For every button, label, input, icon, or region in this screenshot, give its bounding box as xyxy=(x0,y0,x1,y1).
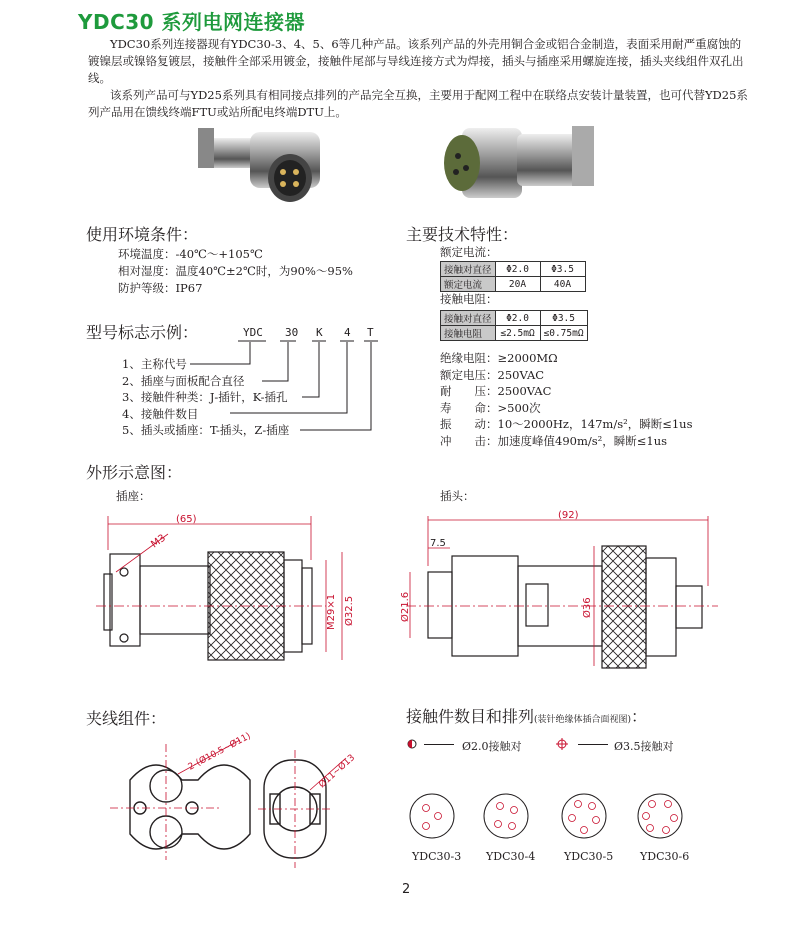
legend-line-1 xyxy=(424,744,454,745)
current-label: 额定电流： xyxy=(440,245,498,259)
intro-paragraph-1: YDC30系列连接器现有YDC30-3、4、5、6等几种产品。该系列产品的外壳用铜合金或铝合金制造，表面采用耐严重腐蚀的镀镍层或镍铬复镀层，接触件全部采用镀金，接触件尾部与导线连接方式为焊接，插头与插座采用螺旋连接，插头夹线组件双孔出线。 xyxy=(88,37,744,85)
layout-label: YDC30-5 xyxy=(564,850,614,863)
spec-row: 振 动：10～2000Hz，147m/s²，瞬断≤1us xyxy=(440,417,693,431)
intro-text xyxy=(88,36,748,121)
socket-drawing xyxy=(96,510,386,690)
spec-row: 绝缘电阻：≥2000MΩ xyxy=(440,351,558,365)
model-code-2: 30 xyxy=(285,326,299,339)
model-items xyxy=(122,356,289,439)
plug-length-dim: (92) xyxy=(558,510,579,521)
contacts-heading-row xyxy=(406,704,647,727)
plug-label: 插头： xyxy=(440,489,475,503)
spec-row: 额定电压：250VAC xyxy=(440,367,545,382)
spec-row: 冲 击：加速度峰值490m/s²，瞬断≤1us xyxy=(440,433,668,448)
intro-paragraph-2: 该系列产品可与YD25系列具有相同接点排列的产品完全互换，主要用于配网工程中在联络点安装计量装置，也可代替YD25系列产品用在馈线终端FTU或站所配电终端DTU上。 xyxy=(88,88,748,119)
socket-label: 插座： xyxy=(116,489,151,503)
page-title: YDC30 系列电网连接器 xyxy=(78,10,306,34)
model-code-3: K xyxy=(316,326,323,339)
env-humidity: 相对湿度：温度40℃±2℃时，为90%～95% xyxy=(118,264,353,278)
layout-label: YDC30-6 xyxy=(640,850,690,863)
socket-m-dim: M29×1 xyxy=(326,593,337,630)
table-cell: 接触对直径 xyxy=(441,262,496,277)
contacts-colon: ： xyxy=(631,707,648,726)
model-item: 5、插头或插座：T-插头，Z-插座 xyxy=(122,423,290,437)
page-number: 2 xyxy=(402,882,411,897)
table-cell: 额定电流 xyxy=(441,277,496,292)
table-row xyxy=(441,311,588,326)
model-item: 3、接触件种类：J-插针，K-插孔 xyxy=(122,390,288,404)
legend-2mm: Ø2.0接触对 xyxy=(462,740,522,753)
model-code-5: T xyxy=(367,326,374,339)
spec-row: 耐 压：2500VAC xyxy=(440,384,552,398)
table-cell: 接触对直径 xyxy=(441,311,496,326)
plug-offset-dim: 7.5 xyxy=(430,538,446,549)
plug-drawing xyxy=(398,506,728,676)
socket-thread-dim: M3 xyxy=(149,532,168,551)
table-row xyxy=(441,277,586,292)
environment-heading: 使用环境条件： xyxy=(86,225,199,244)
resistance-label: 接触电阻： xyxy=(440,292,498,306)
table-cell: Φ2.0 xyxy=(495,311,540,326)
socket-photo xyxy=(190,118,340,208)
env-protection: 防护等级：IP67 xyxy=(118,281,203,295)
clamp-drawing xyxy=(100,730,360,870)
table-cell: 20A xyxy=(495,277,540,292)
model-code-1: YDC xyxy=(243,326,263,339)
clamp-heading: 夹线组件： xyxy=(86,709,167,728)
environment-list xyxy=(118,246,353,297)
outline-heading: 外形示意图： xyxy=(86,463,183,482)
plug-d1-dim: Ø21.6 xyxy=(400,591,411,622)
crosshair-dot-icon xyxy=(556,738,568,750)
spec-list xyxy=(440,350,693,449)
legend-line-2 xyxy=(578,744,608,745)
env-temperature: 环境温度：-40℃～+105℃ xyxy=(118,247,263,261)
model-item: 4、接触件数目 xyxy=(122,406,199,421)
socket-diameter-dim: Ø32.5 xyxy=(344,595,355,626)
model-item: 2、插座与面板配合直径 xyxy=(122,373,245,388)
model-item: 1、主称代号 xyxy=(122,357,187,371)
contacts-note: (装针绝缘体插合面视图) xyxy=(534,715,632,725)
socket-length-dim: (65) xyxy=(176,514,197,525)
model-code-4: 4 xyxy=(344,326,351,339)
tech-heading: 主要技术特性： xyxy=(406,225,519,244)
resistance-table xyxy=(440,310,588,341)
spec-row: 寿 命：>500次 xyxy=(440,400,541,415)
legend-3-5mm: Ø3.5接触对 xyxy=(614,740,674,753)
table-cell: Φ3.5 xyxy=(540,262,585,277)
layout-label: YDC30-4 xyxy=(486,850,536,863)
table-row xyxy=(441,326,588,341)
current-table xyxy=(440,261,586,292)
contact-layouts xyxy=(404,786,704,846)
clamp-dim-2: Ø11~Ø13 xyxy=(317,752,358,791)
table-cell: 接触电阻 xyxy=(441,326,496,341)
clamp-dim-1: 2-(Ø10.5~Ø11) xyxy=(186,731,253,773)
table-cell: Φ2.0 xyxy=(495,262,540,277)
table-cell: Φ3.5 xyxy=(540,311,587,326)
model-heading: 型号标志示例： xyxy=(86,323,199,342)
layout-label: YDC30-3 xyxy=(412,850,462,863)
half-filled-dot-icon xyxy=(406,738,418,750)
table-cell: 40A xyxy=(540,277,585,292)
plug-photo xyxy=(432,118,612,208)
table-row xyxy=(441,262,586,277)
table-cell: ≤0.75mΩ xyxy=(540,326,587,341)
table-cell: ≤2.5mΩ xyxy=(495,326,540,341)
contacts-heading: 接触件数目和排列 xyxy=(406,707,535,726)
plug-d2-dim: Ø36 xyxy=(582,597,593,618)
